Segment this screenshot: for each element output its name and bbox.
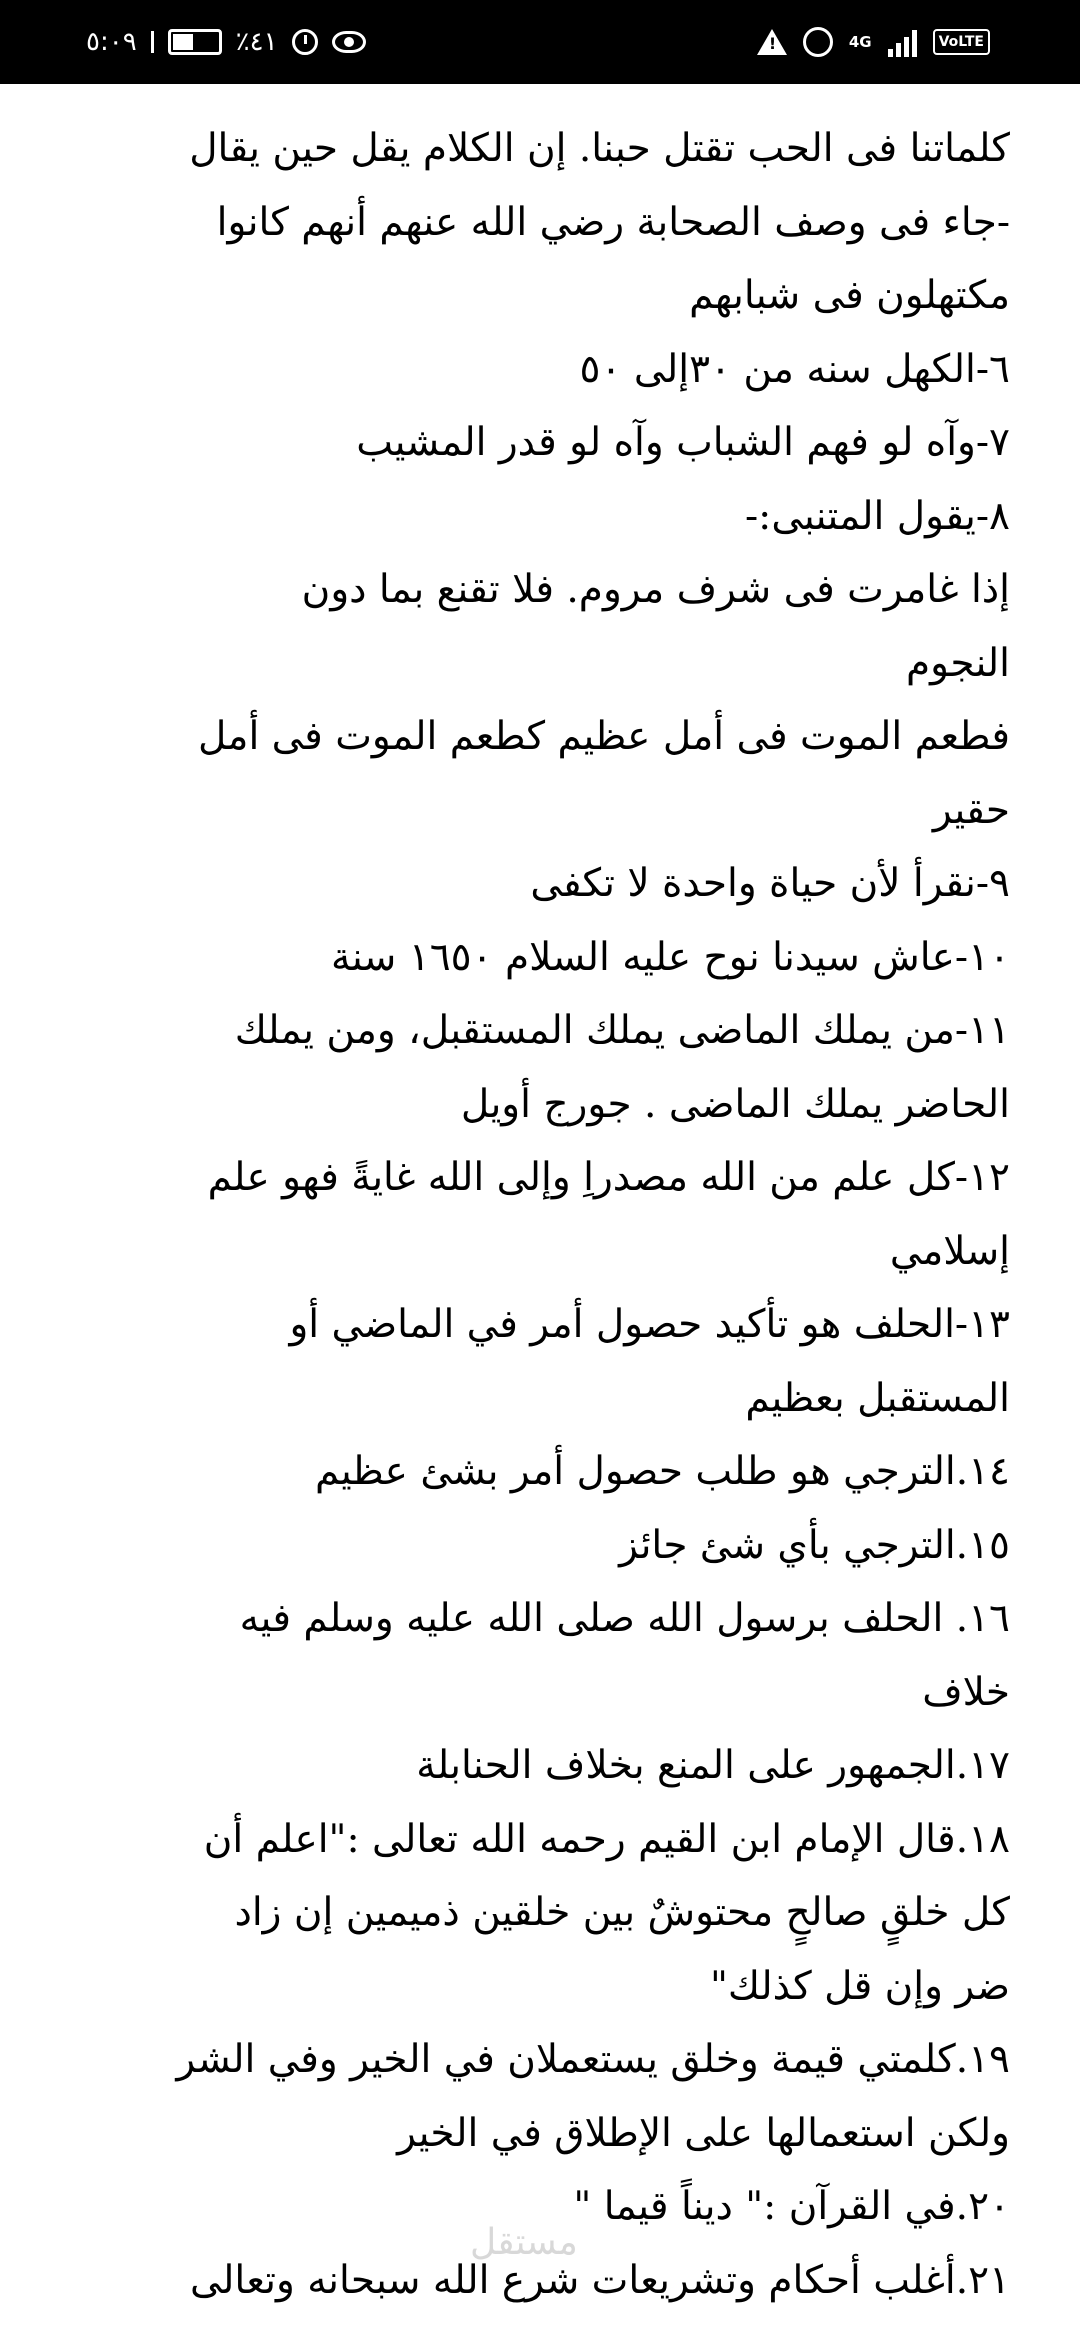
text-line: ١١-من يملك الماضى يملك المستقبل، ومن يملك — [234, 1008, 1010, 1053]
signal-icon — [888, 27, 917, 57]
status-bar — [0, 0, 1080, 84]
text-line: ١٧.الجمهور على المنع بخلاف الحنابلة — [416, 1743, 1010, 1788]
text-line: خلاف — [922, 1669, 1010, 1715]
text-line: ٦-الكهل سنه من ٣٠إلى ٥٠ — [579, 346, 1010, 392]
text-line: ١٥.الترجي بأي شئ جائز — [619, 1522, 1010, 1568]
text-line: ١٢-كل علم من الله مصدراِ وإلى الله غايةً فهو علم — [207, 1155, 1010, 1200]
text-line: الحاضر يملك الماضى . جورج أويل — [460, 1081, 1010, 1127]
text-line: كل خلقٍ صالحٍ محتوشٌ بين خلقين ذميمين إن زاد — [234, 1890, 1010, 1935]
document-text — [78, 112, 1010, 2317]
text-line: ٩-نقرأ لأن حياة واحدة لا تكفى — [530, 861, 1010, 906]
text-line: ١٩.كلمتي قيمة وخلق يستعملان في الخير وفي الشر — [176, 2037, 1010, 2082]
eye-comfort-icon — [332, 31, 366, 53]
volte-badge: VoLTE — [933, 29, 990, 55]
text-line: ١٠-عاش سيدنا نوح عليه السلام ١٦٥٠ سنة — [330, 934, 1010, 980]
text-line: فطعم الموت فى أمل عظيم كطعم الموت فى أمل — [198, 714, 1010, 759]
text-line: ٧-وآه لو فهم الشباب وآه لو قدر المشيب — [356, 420, 1010, 465]
text-line: ٢١.أغلب أحكام وتشريعات شرع الله سبحانه وتعالى — [190, 2257, 1010, 2303]
text-line: ١٤.الترجي هو طلب حصول أمر بشئ عظيم — [314, 1449, 1010, 1494]
whatsapp-icon — [803, 27, 833, 57]
status-left — [86, 0, 366, 84]
text-line: -جاء فى وصف الصحابة رضي الله عنهم أنهم كانوا — [216, 199, 1010, 245]
text-line: ٢٠.في القرآن :" ديناً قيما " — [573, 2184, 1010, 2229]
clock: ٥:٠٩ — [86, 27, 137, 57]
battery-icon — [168, 29, 222, 55]
text-line: المستقبل بعظيم — [745, 1375, 1010, 1421]
text-line: ١٨.قال الإمام ابن القيم رحمه الله تعالى :"اعلم أن — [203, 1816, 1010, 1862]
network-type: 4G — [848, 32, 872, 51]
text-line: ١٦. الحلف برسول الله صلى الله عليه وسلم فيه — [239, 1596, 1010, 1641]
text-line: مكتهلون فى شبابهم — [689, 273, 1010, 318]
text-line: ١٣-الحلف هو تأكيد حصول أمر في الماضي أو — [289, 1302, 1010, 1347]
status-right — [757, 0, 990, 84]
text-line: إذا غامرت فى شرف مروم. فلا تقنع بما دون — [301, 567, 1010, 612]
divider — [151, 31, 154, 53]
watermark: مستقل — [470, 2222, 578, 2263]
text-line: النجوم — [906, 640, 1010, 686]
text-line: ٨-يقول المتنبى:- — [745, 493, 1010, 539]
text-line: كلماتنا فى الحب تقتل حبنا. إن الكلام يقل حين يقال — [189, 126, 1010, 171]
alarm-icon — [292, 29, 318, 55]
warning-icon — [757, 29, 787, 55]
battery-percent: ٪٤١ — [235, 27, 278, 57]
text-line: حقير — [932, 787, 1010, 833]
text-line: إسلامي — [889, 1228, 1010, 1274]
text-line: ضر وإن قل كذلك" — [709, 1963, 1010, 2009]
text-line: ولكن استعمالها على الإطلاق في الخير — [397, 2110, 1010, 2156]
